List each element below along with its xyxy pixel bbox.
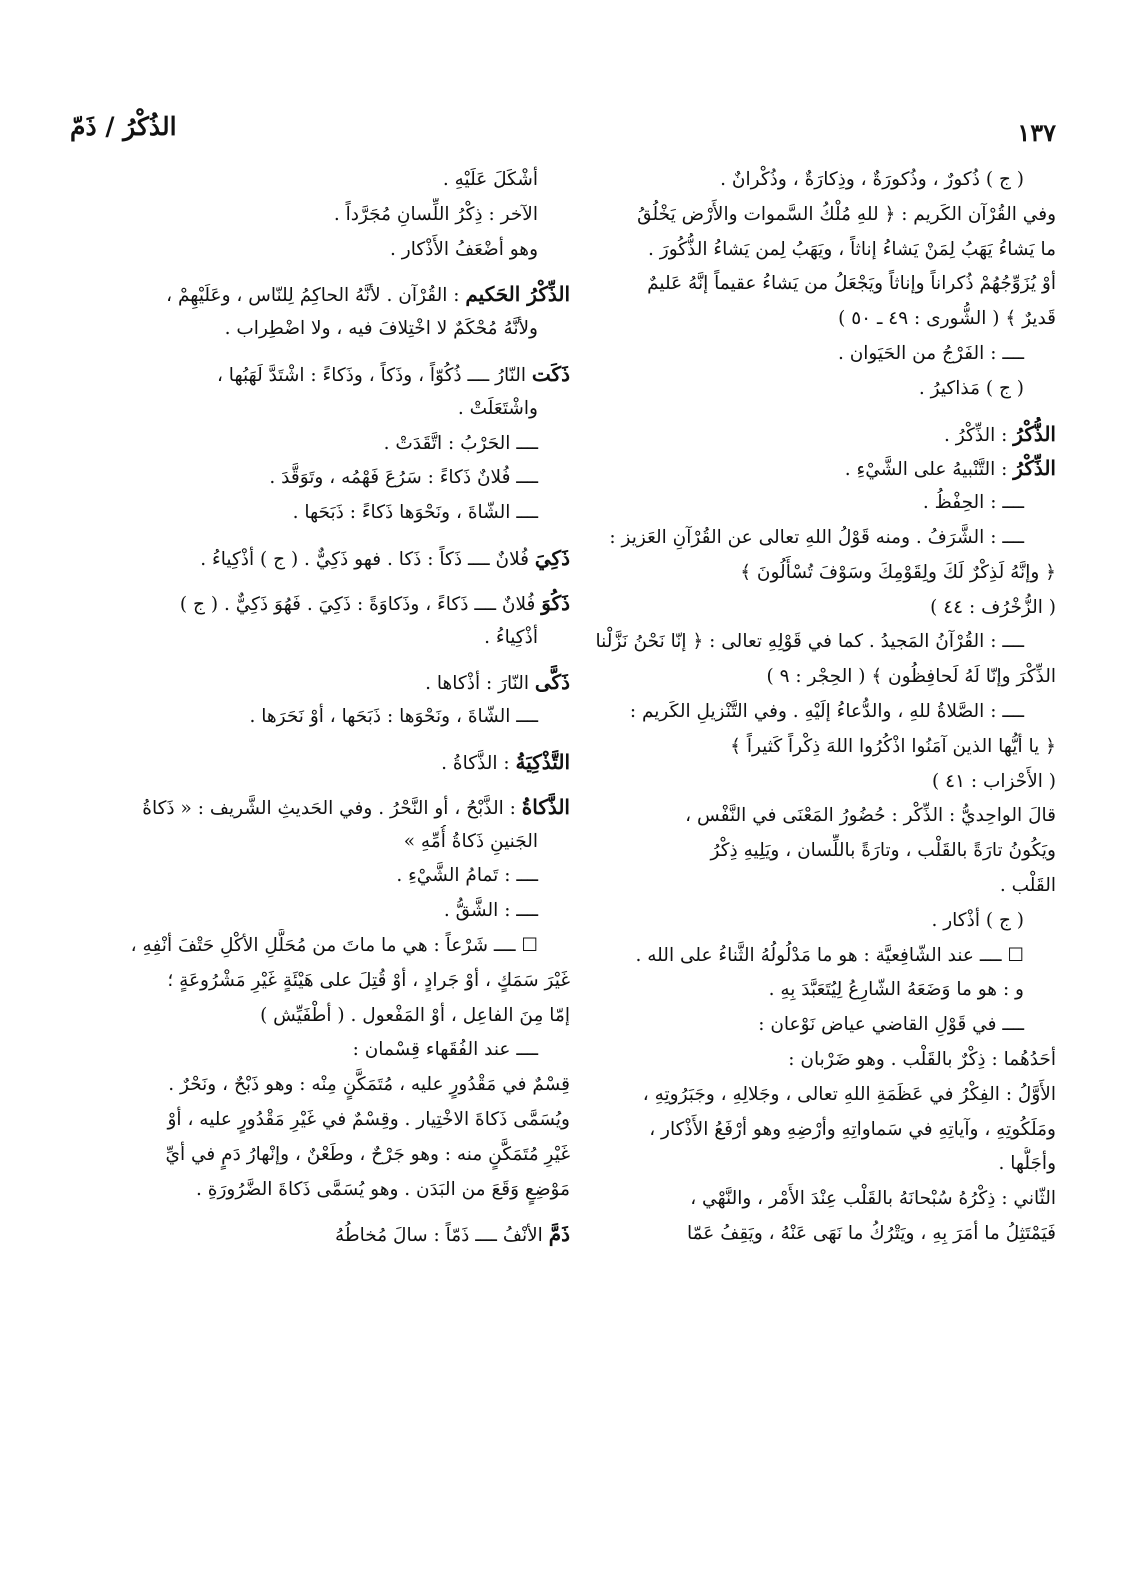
line-text: إمّا مِنَ الفاعِل ، أوْ المَفْعول . ( أطْفَيِّش ) bbox=[260, 1004, 570, 1026]
running-head: الذُكْرُ / ذَمّ bbox=[70, 112, 177, 141]
text-line bbox=[556, 372, 1056, 407]
text-line bbox=[70, 586, 570, 621]
text-line bbox=[556, 556, 1056, 591]
text-line bbox=[70, 1103, 570, 1138]
line-text: ــــ : الشَّقُّ . bbox=[443, 900, 538, 922]
text-line bbox=[70, 825, 570, 860]
text-line bbox=[70, 745, 570, 780]
line-text: ــــ : تَمامُ الشَّيْءِ . bbox=[396, 865, 538, 887]
line-text: : التَّنْبيهُ على الشَّيْءِ . bbox=[844, 459, 1014, 481]
text-line bbox=[70, 427, 570, 462]
text-line bbox=[556, 163, 1056, 198]
line-text: وفي القُرْآن الكَريم : ﴿ للهِ مُلْكُ السَّموات والأَرْض يَخْلُقُ bbox=[637, 203, 1056, 225]
line-text: القَلْب . bbox=[999, 874, 1056, 896]
line-text: الثّاني : ذِكْرُهُ سُبْحانَهُ بالقَلْب عِنْدَ الأَمْر ، والنَّهْي ، bbox=[690, 1188, 1056, 1210]
text-line bbox=[556, 625, 1056, 660]
headword: التَّذْكِيَةُ bbox=[515, 749, 570, 774]
line-text: أوْ يُزَوِّجُهُمْ ذُكراناً وإناثاً ويَجْعَلُ من يَشاءُ عقيماً إنَّهُ عَليمٌ bbox=[647, 273, 1056, 295]
text-line bbox=[70, 665, 570, 700]
line-text: ومَلَكُوتِهِ ، وآياتِهِ في سَماواتِهِ وأرْضِهِ وهو أرْفَعُ الأَذْكار ، bbox=[649, 1118, 1056, 1140]
line-text: ويَكُونُ تارَةً بالقَلْب ، وتارَةً باللِّسان ، ويَلِيهِ ذِكْرُ bbox=[710, 840, 1056, 862]
text-line bbox=[556, 1113, 1056, 1148]
text-line bbox=[556, 660, 1056, 695]
text-line bbox=[556, 1008, 1056, 1043]
left-column bbox=[70, 163, 570, 1252]
line-text: : الذِّكْرُ . bbox=[944, 424, 1014, 446]
text-line bbox=[556, 1182, 1056, 1217]
line-text: : القُرْآن . لأنَّهُ الحاكِمُ لِلنّاس ، وعَلَيْهِمْ ، bbox=[166, 285, 466, 307]
text-line bbox=[70, 1033, 570, 1068]
line-text: ما يَشاءُ يَهَبُ لِمَنْ يَشاءُ إناثاً ، ويَهَبُ لِمن يَشاءُ الذُّكُورَ . bbox=[648, 238, 1056, 260]
line-text: وهو أضْعَفُ الأَذْكار . bbox=[390, 238, 538, 260]
text-line bbox=[556, 451, 1056, 486]
line-text: قِسْمٌ في مَقْدُورٍ عليه ، مُتَمَكَّنٍ مِنْه : وهو ذَبْحٌ ، ونَحْرٌ . bbox=[168, 1074, 570, 1096]
text-line bbox=[556, 973, 1056, 1008]
text-line bbox=[70, 357, 570, 392]
line-text: الجَنينِ ذَكاةُ أُمِّهِ » bbox=[403, 830, 538, 852]
text-line bbox=[70, 700, 570, 735]
line-text: ( ج ) مَذاكيرُ . bbox=[918, 377, 1024, 399]
text-line bbox=[556, 486, 1056, 521]
headword: ذَكِيَ bbox=[534, 545, 570, 570]
line-text: ( الزُّخْرُف : ٤٤ ) bbox=[930, 596, 1056, 618]
text-line bbox=[70, 621, 570, 656]
headword: الذُّكْرُ bbox=[1013, 421, 1056, 446]
line-text: ولأنَّهُ مُحْكَمٌ لا اخْتِلافَ فيه ، ولا اضْطِراب . bbox=[224, 318, 538, 340]
line-text: ــــ : القُرْآنُ المَجيدُ . كما في قَوْلِهِ تعالى : ﴿ إنّا نَحْنُ نَزَّلْنا bbox=[595, 631, 1024, 653]
line-text: الأنْفُ ــــ ذَمّاً : سالَ مُخاطُهُ bbox=[335, 1225, 549, 1247]
text-line bbox=[70, 163, 570, 198]
text-line bbox=[556, 591, 1056, 626]
text-line bbox=[556, 939, 1056, 974]
line-text: النّارَ : أذْكاها . bbox=[425, 673, 535, 695]
headword: الذِّكْرُ الحَكيم bbox=[465, 282, 570, 307]
line-text: أذْكِياءُ . bbox=[484, 626, 538, 648]
line-text: ﴿ وإنَّهُ لَذِكْرٌ لَكَ ولِقَوْمِكَ وسَوْفَ تُسْأَلُونَ ﴾ bbox=[740, 561, 1056, 583]
text-line bbox=[70, 859, 570, 894]
line-text: غَيْرِ مُتَمَكَّنٍ منه : وهو جَرْحٌ ، وطَعْنٌ ، وإنْهارُ دَمٍ في أيِّ bbox=[165, 1143, 570, 1165]
text-line bbox=[556, 695, 1056, 730]
text-line bbox=[556, 1078, 1056, 1113]
line-text: ﴿ يا أيُّها الذين آمَنُوا اذْكُرُوا اللهَ ذِكْراً كَثيراً ﴾ bbox=[730, 735, 1056, 757]
line-text: أحَدُهُما : ذِكْرٌ بالقَلْب . وهو ضَرْبان : bbox=[788, 1048, 1056, 1070]
text-line bbox=[556, 267, 1056, 302]
text-line bbox=[556, 730, 1056, 765]
headword: ذَكَت bbox=[531, 361, 570, 386]
line-text: : الذَّكاةُ . bbox=[441, 752, 516, 774]
line-text: الأَوَّلُ : الفِكْرُ في عَظَمَةِ اللهِ تعالى ، وجَلالِهِ ، وجَبَرُوتِهِ ، bbox=[642, 1083, 1056, 1105]
line-text: قَديرٌ ﴾ ( الشُّورى : ٤٩ ـ ٥٠ ) bbox=[838, 308, 1056, 330]
text-line bbox=[556, 834, 1056, 869]
line-text: أشْكَلَ عَلَيْهِ . bbox=[442, 169, 538, 190]
line-text: الذِّكْرَ وإنّا لَهُ لَحافِظُون ﴾ ( الحِجْر : ٩ ) bbox=[766, 666, 1056, 688]
headword: ذَكَّى bbox=[534, 670, 570, 695]
text-line bbox=[70, 461, 570, 496]
text-line bbox=[70, 929, 570, 964]
headword: ذَكُوَ bbox=[541, 590, 570, 615]
text-line bbox=[556, 1043, 1056, 1078]
text-line bbox=[70, 541, 570, 576]
line-text: وأجَلُّها . bbox=[998, 1153, 1056, 1175]
text-line bbox=[556, 869, 1056, 904]
headword: الذِّكْرُ bbox=[1013, 456, 1056, 481]
line-text: ــــ : الحِفْظُ . bbox=[922, 492, 1024, 514]
text-line bbox=[70, 312, 570, 347]
text-line bbox=[70, 894, 570, 929]
line-text: ــــ : الصَّلاةُ للهِ ، والدُّعاءُ إلَيْهِ . وفي التَّنْزيلِ الكَريم : bbox=[629, 700, 1024, 722]
line-text: قالَ الواحِديُّ : الذِّكْر : حُضُورُ المَعْنَى في النَّفْس ، bbox=[685, 805, 1056, 827]
line-text: و : هو ما وَضَعَهُ الشّارِعُ لِيُتَعَبَّدَ بِهِ . bbox=[768, 979, 1024, 1001]
headword: الذَّكاةُ bbox=[521, 794, 570, 819]
text-line bbox=[70, 1173, 570, 1208]
line-text: فُلانٌ ــــ ذَكاءً ، وذَكاوَةً : ذَكِيَ . فَهُوَ ذَكِيٌّ . ( ج ) bbox=[179, 593, 542, 615]
text-line bbox=[70, 999, 570, 1034]
line-text: ــــ : الفَرْجُ من الحَيَوان . bbox=[837, 342, 1024, 364]
line-text: واشْتَعَلَتْ . bbox=[457, 397, 538, 419]
text-line bbox=[70, 1138, 570, 1173]
text-line bbox=[556, 302, 1056, 337]
right-column bbox=[556, 163, 1056, 1252]
line-text: فَيَمْتَثِلُ ما أمَرَ بِهِ ، ويَتْرُكُ ما نَهَى عَنْهُ ، ويَقِفُ عَمّا bbox=[686, 1222, 1056, 1244]
line-text: النّارُ ــــ ذُكُوّاً ، وذَكاً ، وذَكاءً : اشْتَدَّ لَهَبُها ، bbox=[216, 364, 532, 386]
text-line bbox=[70, 1217, 570, 1252]
text-line bbox=[556, 904, 1056, 939]
text-line bbox=[556, 233, 1056, 268]
text-line bbox=[70, 790, 570, 825]
text-line bbox=[556, 521, 1056, 556]
headword: ذَمَّ bbox=[548, 1222, 570, 1247]
line-text: ☐ ــــ شَرْعاً : هي ما ماتَ من مُحَلَّلِ الأكْلِ حَتْفَ أنْفِهِ ، bbox=[130, 934, 538, 956]
line-text: ــــ : الشَّرَفُ . ومنه قَوْلُ اللهِ تعالى عن القُرْآنِ العَزيز : bbox=[609, 526, 1024, 548]
line-text: ( ج ) ذُكورٌ ، وذُكورَةٌ ، وذِكارَةٌ ، وذُكْرانٌ . bbox=[720, 169, 1024, 190]
line-text: ــــ في قَوْلِ القاضي عياض نَوْعان : bbox=[758, 1014, 1024, 1036]
line-text: ــــ عند الفُقَهاء قِسْمان : bbox=[352, 1039, 538, 1061]
line-text: ( ج ) أذْكار . bbox=[931, 909, 1024, 931]
line-text: : الذَّبْحُ ، أو النَّحْرُ . وفي الحَديثِ الشَّريف : « ذَكاةُ bbox=[142, 797, 522, 819]
line-text: فُلانٌ ــــ ذَكاً : ذَكا . فهو ذَكِيٌّ . ( ج ) أذْكِياءُ . bbox=[200, 548, 535, 570]
line-text: الآخر : ذِكْرُ اللِّسانِ مُجَرَّداً . bbox=[333, 203, 538, 225]
text-line bbox=[70, 1068, 570, 1103]
line-text: ــــ فُلانٌ ذَكاءً : سَرُعَ فَهْمُه ، وتَوَقَّدَ . bbox=[269, 467, 538, 489]
text-line bbox=[556, 1217, 1056, 1252]
page-number: ١٣٧ bbox=[1017, 118, 1056, 147]
line-text: ☐ ــــ عند الشّافِعيَّة : هو ما مَدْلُولُهُ الثَّناءُ على الله . bbox=[635, 944, 1024, 966]
text-line bbox=[70, 496, 570, 531]
line-text: ( الأَحْزاب : ٤١ ) bbox=[932, 770, 1056, 792]
text-line bbox=[556, 765, 1056, 800]
text-line bbox=[70, 233, 570, 268]
line-text: ــــ الحَرْبُ : اتَّقَدَتْ . bbox=[383, 432, 538, 454]
line-text: ــــ الشّاةَ ، ونَحْوَها ذَكاءً : ذَبَحَها . bbox=[292, 502, 538, 524]
line-text: ويُسَمَّى ذَكاةَ الاخْتِيار . وقِسْمٌ في غَيْرِ مَقْدُورٍ عليه ، أوْ bbox=[167, 1108, 570, 1130]
text-line bbox=[556, 198, 1056, 233]
text-line bbox=[70, 198, 570, 233]
text-line bbox=[556, 337, 1056, 372]
line-text: مَوْضِعٍ وَقَعَ من البَدَن . وهو يُسَمَّى ذَكاةَ الضَّرُورَةِ . bbox=[196, 1178, 570, 1200]
text-line bbox=[556, 417, 1056, 452]
text-line bbox=[70, 392, 570, 427]
text-line bbox=[556, 799, 1056, 834]
text-line bbox=[70, 964, 570, 999]
text-line bbox=[556, 1147, 1056, 1182]
line-text: غَيْرَ سَمَكٍ ، أوْ جَرادٍ ، أوْ قُتِلَ على هَيْئَةٍ غَيْرِ مَشْرُوعَةٍ ؛ bbox=[167, 969, 570, 991]
line-text: ــــ الشّاةَ ، ونَحْوَها : ذَبَحَها ، أوْ نَحَرَها . bbox=[249, 706, 538, 728]
text-line bbox=[70, 277, 570, 312]
